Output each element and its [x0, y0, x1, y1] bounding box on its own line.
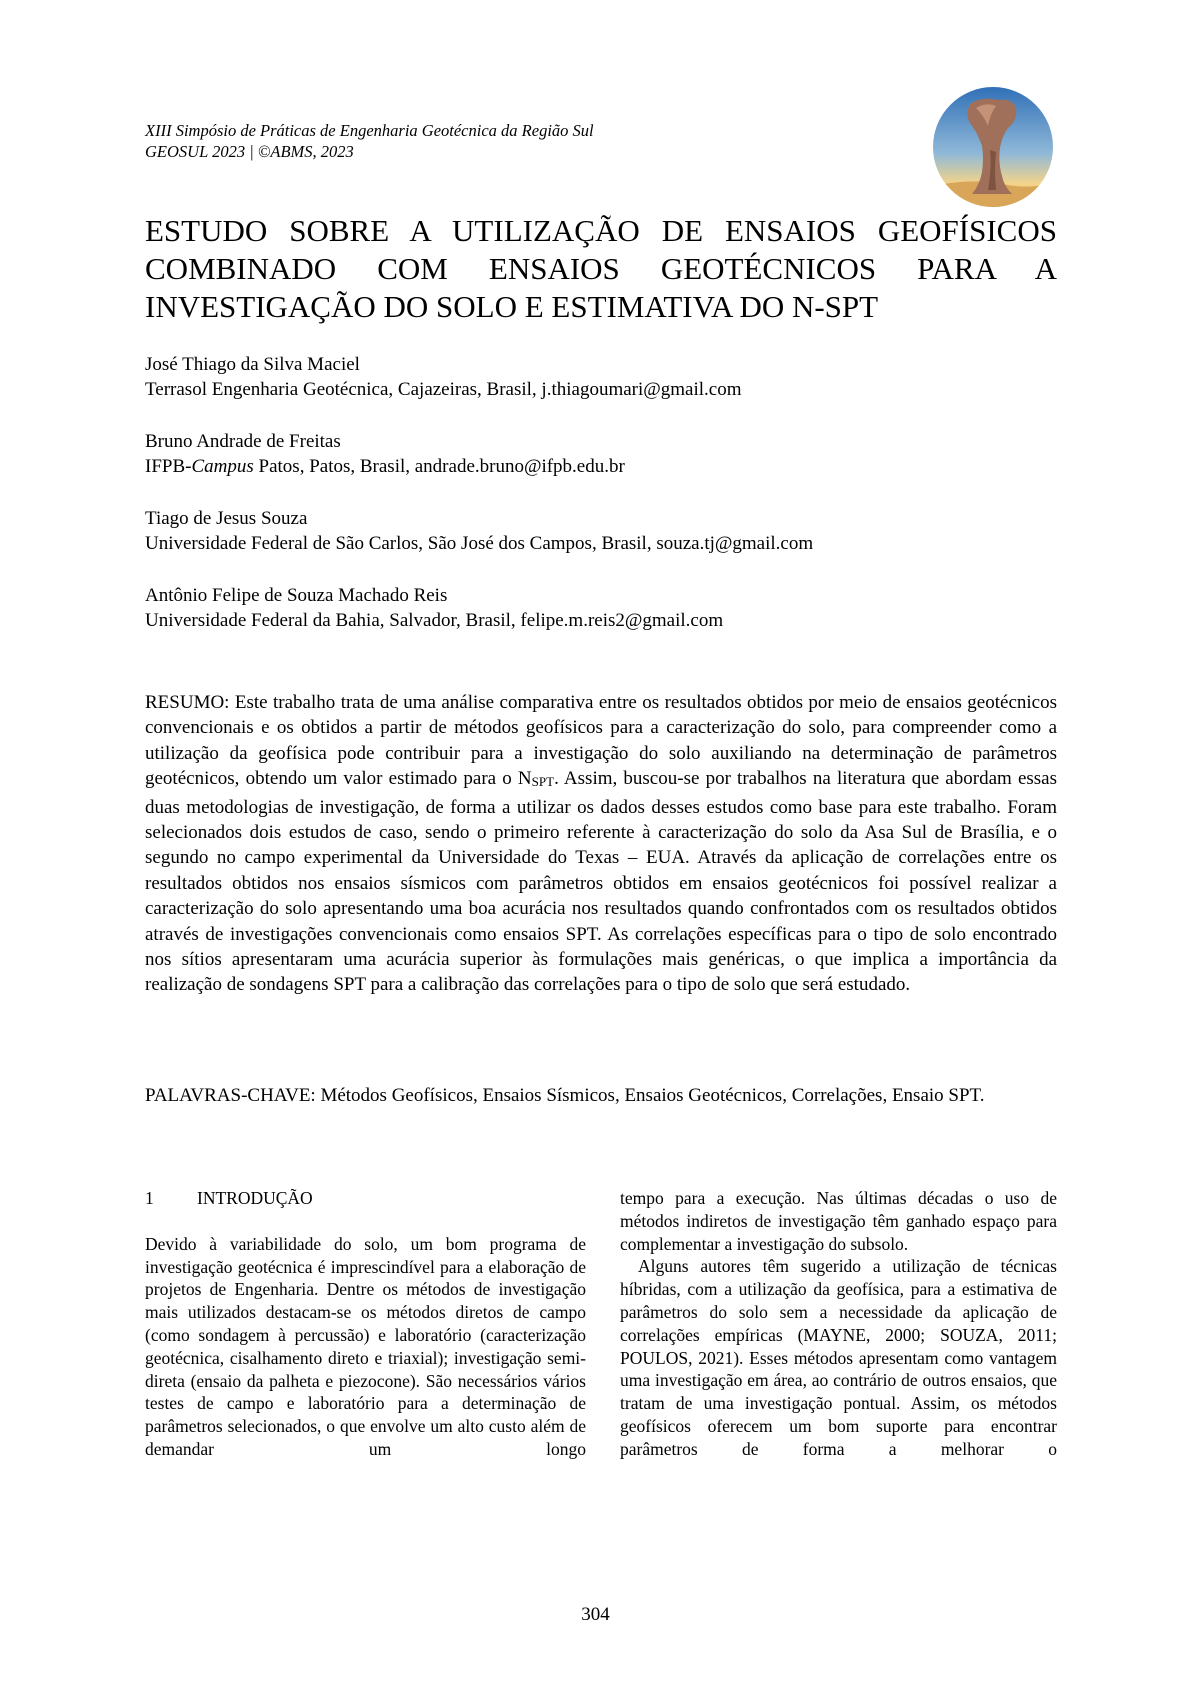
title-line-2: COMBINADO COM ENSAIOS GEOTÉCNICOS PARA A [145, 251, 1057, 286]
rock-formation-logo-icon [932, 86, 1054, 208]
author-name: Antônio Felipe de Souza Machado Reis [145, 585, 448, 606]
body-paragraph: tempo para a execução. Nas últimas décadas o uso de métodos indiretos de investigação têm ganhado espaço para complementar a investigação do subsolo. [620, 1188, 1057, 1254]
section-heading: 1 INTRODUÇÃO [145, 1188, 313, 1208]
author-name: Tiago de Jesus Souza [145, 508, 308, 529]
author-block [145, 506, 1057, 556]
author-affiliation: IFPB-Campus Patos, Patos, Brasil, andrade.bruno@ifpb.edu.br [145, 456, 625, 477]
author-affiliation: Terrasol Engenharia Geotécnica, Cajazeiras, Brasil, j.thiagoumari@gmail.com [145, 379, 742, 400]
title-line-1: ESTUDO SOBRE A UTILIZAÇÃO DE ENSAIOS GEOFÍSICOS [145, 213, 1057, 248]
author-affiliation: Universidade Federal da Bahia, Salvador, Brasil, felipe.m.reis2@gmail.com [145, 610, 724, 631]
paper-title [145, 212, 1057, 326]
author-block [145, 352, 1057, 402]
body-paragraph: Devido à variabilidade do solo, um bom programa de investigação geotécnica é imprescindível para a elaboração de projetos de Engenharia. Dentre os métodos de investigação mais utilizados destacam-se os métodos diretos de campo (como sondagem à percussão) e laboratório (caracterização geotécnica, cisalhamento direto e triaxial); investigação semi-direta (ensaio da palheta e piezocone). São necessários vários testes de campo e laboratório para a determinação de parâmetros selecionados, o que envolve um alto custo além de demandar um longo [145, 1233, 586, 1459]
conference-edition: GEOSUL 2023 | ©ABMS, 2023 [145, 142, 354, 161]
left-column [145, 1187, 586, 1461]
author-list [145, 352, 1057, 660]
page-number: 304 [581, 1604, 610, 1625]
author-block [145, 429, 1057, 479]
author-name: Bruno Andrade de Freitas [145, 431, 341, 452]
author-block [145, 583, 1057, 633]
body-paragraph: Alguns autores têm sugerido a utilização de técnicas híbridas, com a utilização da geofísica, para a estimativa de parâmetros do solo sem a necessidade da aplicação de correlações empíricas (MAYNE, 2000; SOUZA, 2011; POULOS, 2021). Esses métodos apresentam como vantagem uma investigação em área, ao contrário de outros ensaios, que tratam de uma investigação pontual. Assim, os métodos geofísicos oferecem um bom suporte para encontrar parâmetros de forma a melhorar o [620, 1256, 1057, 1459]
author-affiliation: Universidade Federal de São Carlos, São José dos Campos, Brasil, souza.tj@gmail.com [145, 533, 814, 554]
author-name: José Thiago da Silva Maciel [145, 354, 360, 375]
conference-name: XIII Simpósio de Práticas de Engenharia Geotécnica da Região Sul [145, 121, 594, 140]
keywords: PALAVRAS-CHAVE: Métodos Geofísicos, Ensaios Sísmicos, Ensaios Geotécnicos, Correlações, Ensaio SPT. [145, 1085, 985, 1106]
abstract: RESUMO: Este trabalho trata de uma análise comparativa entre os resultados obtidos por meio de ensaios geotécnicos convencionais e os obtidos a partir de métodos geofísicos para a caracterização do solo, para compreender como a utilização da geofísica pode contribuir para a investigação do solo auxiliando na determinação de parâmetros geotécnicos, obtendo um valor estimado para o $N_{SPT}$. Assim, buscou-se por trabalhos na literatura que abordam essas duas metodologias de investigação, de forma a utilizar os dados desses estudos como base para este trabalho. Foram selecionados dois estudos de caso, sendo o primeiro referente à caracterização do solo da Asa Sul de Brasília, e o segundo no campo experimental da Universidade do Texas – EUA. Através da aplicação de correlações entre os resultados obtidos nos ensaios sísmicos com parâmetros obtidos em ensaios geotécnicos foi possível realizar a caracterização do solo apresentando uma boa acurácia nos resultados quando confrontados com os resultados obtidos através de investigações convencionais como ensaios SPT. As correlações específicas para o tipo de solo encontrado nos sítios apresentaram uma acurácia superior às formulações mais genéricas, o que implica a importância da realização de sondagens SPT para a calibração das correlações para o tipo de solo que será estudado. [145, 692, 1057, 996]
conference-header [145, 120, 594, 162]
title-line-3: INVESTIGAÇÃO DO SOLO E ESTIMATIVA DO N-SPT [145, 289, 879, 324]
right-column [620, 1187, 1057, 1461]
